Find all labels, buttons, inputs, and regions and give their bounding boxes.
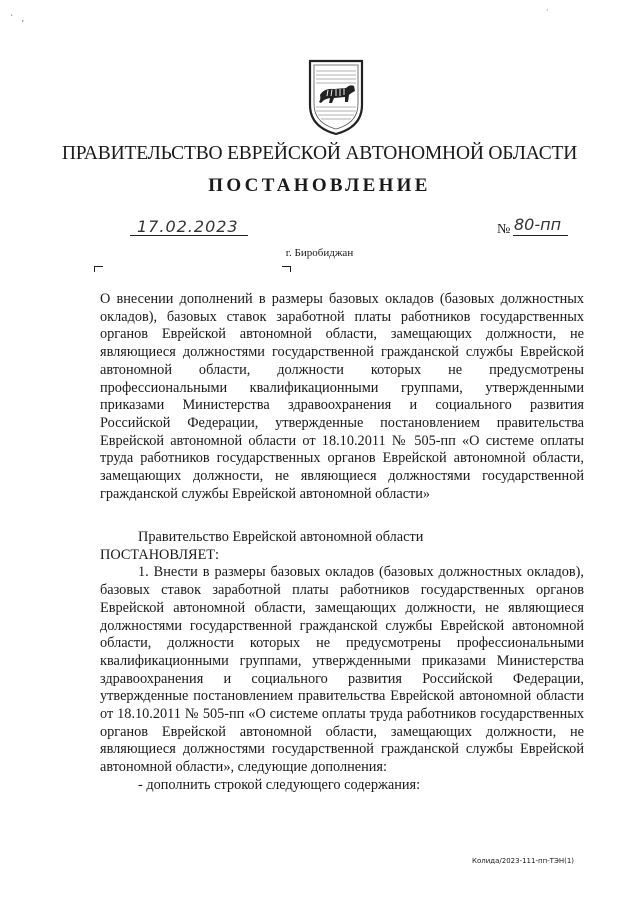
- footer-code: Колида/2023-111-пп-ТЭН(1): [472, 857, 575, 865]
- date-underline: [130, 235, 248, 236]
- document-body: [100, 529, 584, 795]
- body-item-1: 1. Внести в размеры базовых окладов (базовых должностных окладов), базовых ставок заработной платы работников государственных органов Еврейской автономной области, замещающих должности, не являющиеся должностями государственной гражданской службы Еврейской автономной области, должности которых не предусмотрены профессиональными квалификационными группами, утвержденными приказами Министерства здравоохранения и социального развития Российской Федерации, утвержденные постановлением правительства Еврейской автономной области от 18.10.2011 № 505-пп «О системе оплаты труда работников государственных органов Еврейской автономной области, замещающих должности, не являющиеся должностями государственной гражданской службы Еврейской автономной области», следующие дополнения:: [100, 564, 584, 776]
- body-intro: Правительство Еврейской автономной области: [138, 529, 424, 545]
- subject-corner-left: [94, 266, 103, 272]
- number-label: №: [497, 222, 511, 237]
- body-bullet-1: - дополнить строкой следующего содержания:: [138, 776, 421, 793]
- scan-mark-top-right: ·: [546, 6, 549, 15]
- subject-corner-right: [282, 266, 291, 272]
- document-number: 80-пп: [514, 215, 562, 234]
- city: г. Биробиджан: [285, 247, 354, 259]
- document-date: 17.02.2023: [137, 217, 239, 236]
- scan-mark-top-left: ` ,: [10, 14, 25, 23]
- number-underline: [513, 235, 568, 236]
- coat-of-arms-icon: [304, 57, 368, 137]
- body-resolves: ПОСТАНОВЛЯЕТ:: [100, 546, 220, 563]
- government-title: ПРАВИТЕЛЬСТВО ЕВРЕЙСКОЙ АВТОНОМНОЙ ОБЛАСТИ: [61, 143, 578, 164]
- document-subject: О внесении дополнений в размеры базовых окладов (базовых должностных окладов), базовых ставок заработной платы работников государственных органов Еврейской автономной области, замещающих должности, не являющиеся должностями государственной гражданской службы Еврейской автономной области, должности которых не предусмотрены профессиональными квалификационными группами, утвержденными приказами Министерства здравоохранения и социального развития Российской Федерации, утвержденные постановлением правительства Еврейской автономной области от 18.10.2011 № 505-пп «О системе оплаты труда работников государственных органов Еврейской автономной области, замещающих должности, не являющиеся должностями государственной гражданской службы Еврейской автономной области»: [100, 291, 584, 502]
- document-type: ПОСТАНОВЛЕНИЕ: [208, 175, 431, 196]
